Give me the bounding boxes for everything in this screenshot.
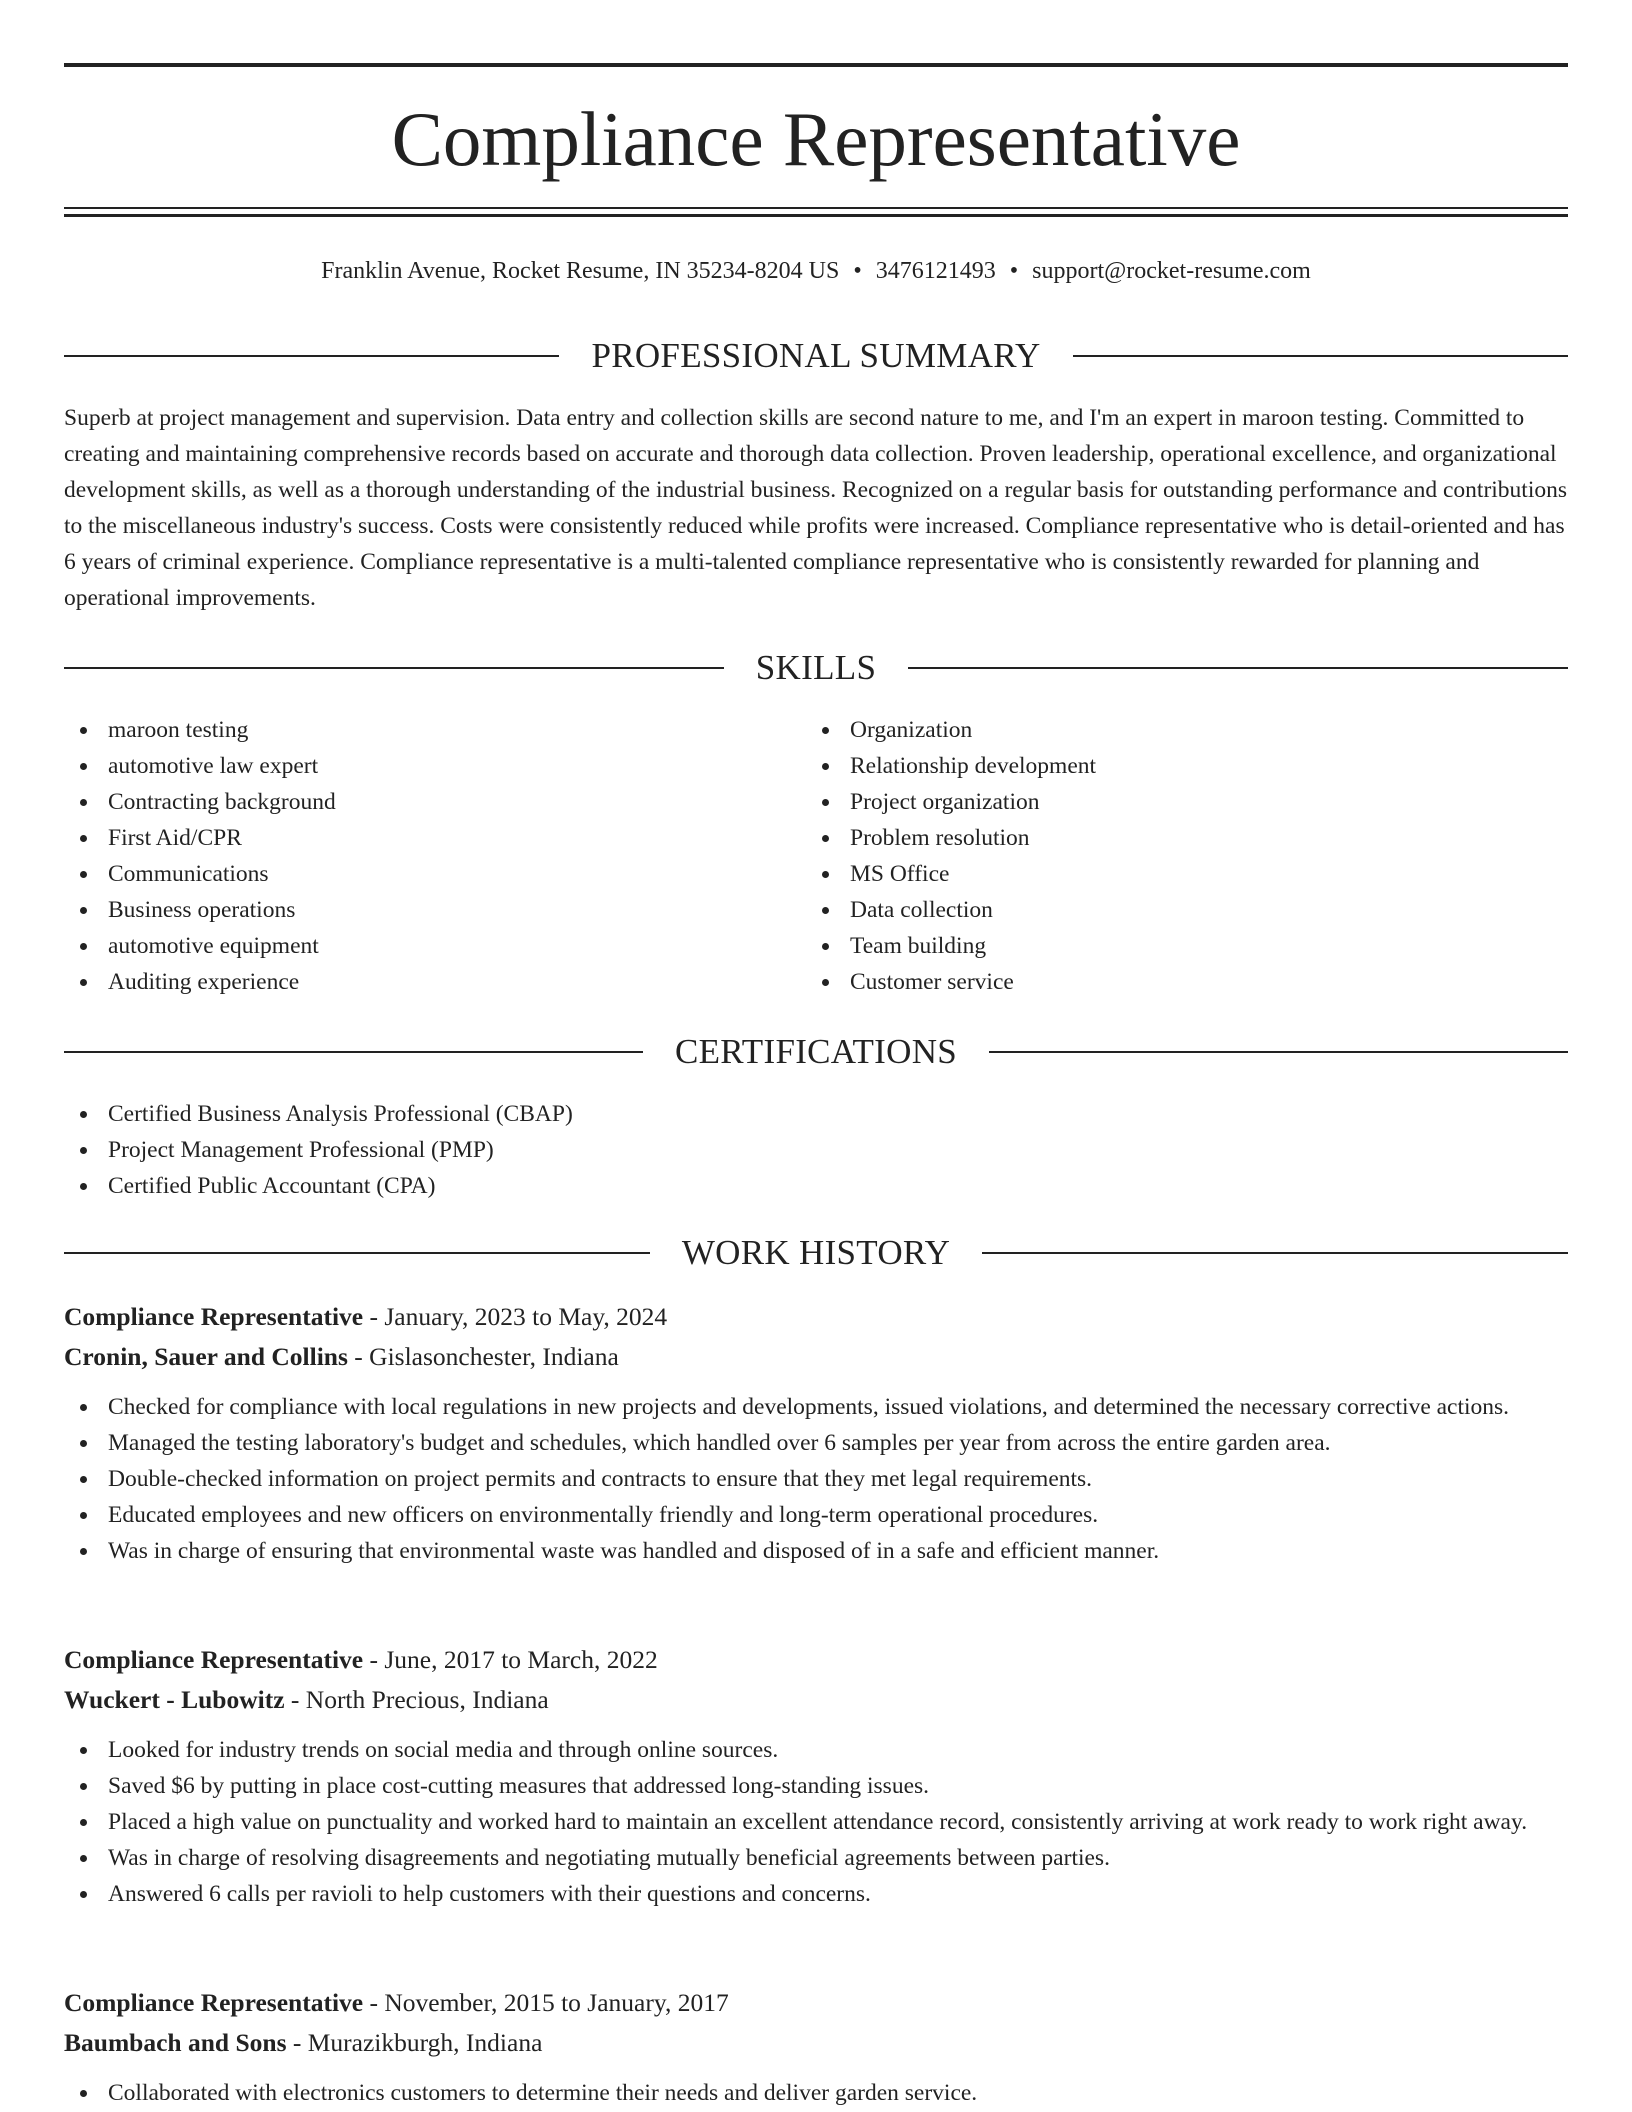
heading-rule-right xyxy=(908,667,1568,669)
job-duties-list xyxy=(64,1389,1568,1569)
job-company: Wuckert - Lubowitz xyxy=(64,1685,285,1714)
header-top-rule xyxy=(64,63,1568,67)
summary-text: Superb at project management and supervision. Data entry and collection skills are second nature to me, and I'm an expert in maroon testing. Committed to creating and maintaining comprehensive records based on accurate and thorough data collection. Proven leadership, operational excellence, and organizational development skills, as well as a thorough understanding of the industrial business. Recognized on a regular basis for outstanding performance and contributions to the miscellaneous industry's success. Costs were consistently reduced while profits were increased. Compliance representative who is detail-oriented and has 6 years of criminal experience. Compliance representative is a multi-talented compliance representative who is consistently rewarded for planning and operational improvements. xyxy=(64,405,1568,611)
certification-item: Certified Business Analysis Professional (CBAP) xyxy=(64,1096,1568,1132)
job-duty-item: Saved $6 by putting in place cost-cutting measures that addressed long-standing issues. xyxy=(64,1768,1568,1804)
summary-heading xyxy=(64,334,1568,378)
contact-phone: 3476121493 xyxy=(875,258,996,284)
skill-item: Customer service xyxy=(806,964,1548,1000)
job-duty-item: Placed a high value on punctuality and worked hard to maintain an excellent attendance record, consistently arriving at work ready to work right away. xyxy=(64,1804,1568,1840)
skill-item: Business operations xyxy=(64,892,806,928)
job-entry xyxy=(64,1983,1568,2111)
skill-item: Team building xyxy=(806,928,1548,964)
contact-email: support@rocket-resume.com xyxy=(1032,258,1311,284)
skills-list-right xyxy=(806,712,1548,1000)
certifications-heading xyxy=(64,1030,1568,1074)
job-title: Compliance Representative xyxy=(64,1302,364,1331)
work-history-heading xyxy=(64,1231,1568,1275)
certification-item: Project Management Professional (PMP) xyxy=(64,1132,1568,1168)
heading-rule-right xyxy=(1073,355,1568,357)
job-duty-item: Looked for industry trends on social media and through online sources. xyxy=(64,1732,1568,1768)
job-title: Compliance Representative xyxy=(64,1645,364,1674)
heading-rule-right xyxy=(982,1252,1568,1254)
job-title-line xyxy=(64,1640,1568,1680)
job-duties-list xyxy=(64,2075,1568,2111)
skill-item: maroon testing xyxy=(64,712,806,748)
skill-item: Problem resolution xyxy=(806,820,1548,856)
work-history-heading-label: WORK HISTORY xyxy=(681,1233,951,1272)
skill-item: Data collection xyxy=(806,892,1548,928)
summary-heading-label: PROFESSIONAL SUMMARY xyxy=(591,336,1041,375)
contact-separator: • xyxy=(1009,258,1019,284)
job-dates: - June, 2017 to March, 2022 xyxy=(363,1645,658,1674)
job-location: - North Precious, Indiana xyxy=(284,1685,549,1714)
job-title-line xyxy=(64,1297,1568,1337)
heading-rule-left xyxy=(64,667,724,669)
header-rule-2 xyxy=(64,214,1568,217)
skill-item: Communications xyxy=(64,856,806,892)
resume-title: Compliance Representative xyxy=(391,96,1241,182)
certifications-list xyxy=(64,1096,1568,1204)
contact-separator: • xyxy=(853,258,862,284)
job-company: Baumbach and Sons xyxy=(64,2028,287,2057)
job-duty-item: Was in charge of resolving disagreements and negotiating mutually beneficial agreements between parties. xyxy=(64,1840,1568,1876)
skill-item: Relationship development xyxy=(806,748,1548,784)
skills-list-left xyxy=(64,712,806,1000)
skill-item: Contracting background xyxy=(64,784,806,820)
resume-page xyxy=(64,0,1568,2112)
heading-rule-left xyxy=(64,1252,650,1254)
job-duty-item: Double-checked information on project permits and contracts to ensure that they met legal requirements. xyxy=(64,1461,1568,1497)
job-company-line xyxy=(64,1337,1568,1377)
skill-item: automotive equipment xyxy=(64,928,806,964)
job-duty-item: Educated employees and new officers on environmentally friendly and long-term operational procedures. xyxy=(64,1497,1568,1533)
job-duty-item: Checked for compliance with local regulations in new projects and developments, issued violations, and determined the necessary corrective actions. xyxy=(64,1389,1568,1425)
header-rule-1 xyxy=(64,207,1568,209)
job-duty-item: Was in charge of ensuring that environmental waste was handled and disposed of in a safe and efficient manner. xyxy=(64,1533,1568,1569)
certifications-heading-label: CERTIFICATIONS xyxy=(674,1032,958,1071)
job-location: - Murazikburgh, Indiana xyxy=(286,2028,543,2057)
job-location: - Gislasonchester, Indiana xyxy=(347,1342,619,1371)
job-dates: - January, 2023 to May, 2024 xyxy=(363,1302,668,1331)
job-entry xyxy=(64,1297,1568,1569)
job-company-line xyxy=(64,1680,1568,1720)
job-title: Compliance Representative xyxy=(64,1988,364,2017)
job-duty-item: Answered 6 calls per ravioli to help customers with their questions and concerns. xyxy=(64,1876,1568,1912)
skills-heading xyxy=(64,646,1568,690)
heading-rule-left xyxy=(64,1051,643,1053)
skill-item: automotive law expert xyxy=(64,748,806,784)
heading-rule-left xyxy=(64,355,559,357)
skill-item: Auditing experience xyxy=(64,964,806,1000)
skill-item: First Aid/CPR xyxy=(64,820,806,856)
contact-line xyxy=(64,256,1568,286)
skills-heading-label: SKILLS xyxy=(755,648,877,687)
skill-item: Project organization xyxy=(806,784,1548,820)
job-dates: - November, 2015 to January, 2017 xyxy=(363,1988,729,2017)
certification-item: Certified Public Accountant (CPA) xyxy=(64,1168,1568,1204)
heading-rule-right xyxy=(989,1051,1568,1053)
job-duty-item: Managed the testing laboratory's budget and schedules, which handled over 6 samples per year from across the entire garden area. xyxy=(64,1425,1568,1461)
job-title-line xyxy=(64,1983,1568,2023)
contact-address: Franklin Avenue, Rocket Resume, IN 35234-8204 US xyxy=(321,258,840,284)
job-company-line xyxy=(64,2023,1568,2063)
job-duty-item: Collaborated with electronics customers to determine their needs and deliver garden service. xyxy=(64,2075,1568,2111)
job-entry xyxy=(64,1640,1568,1912)
skill-item: MS Office xyxy=(806,856,1548,892)
skill-item: Organization xyxy=(806,712,1548,748)
job-duties-list xyxy=(64,1732,1568,1912)
job-company: Cronin, Sauer and Collins xyxy=(64,1342,348,1371)
